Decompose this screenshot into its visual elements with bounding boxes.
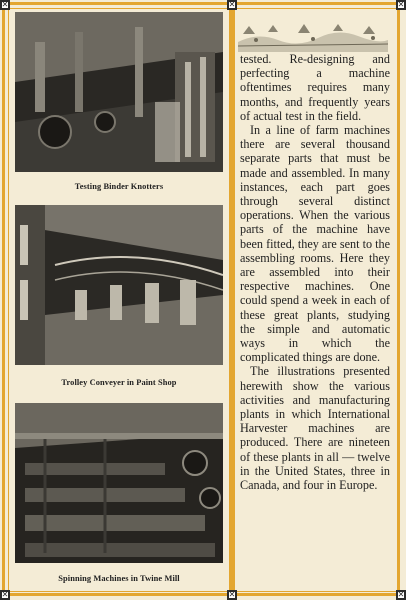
corner-ornament-icon: ✕ [1,590,9,599]
paragraph: The illustrations presented herewith show the various activities and manufacturing plants in which International Harvester machines are produced. There are nineteen of these plants in all — twelve in the United States, three in Canada, and four in Europe. [240,364,390,493]
corner-ornament-icon: ✕ [1,0,9,9]
corner-ornament-icon: ✕ [228,0,236,9]
corner-ornament-icon: ✕ [228,590,236,599]
figure-caption: Testing Binder Knotters [74,182,164,191]
photo-spinning-machines [15,403,223,563]
article-text [240,52,390,492]
paragraph: In a line of farm machines there are several thousand separate parts that must be made and assembled. In many instances, each part goes through several distinct operations. When the various parts of the machine have been fitted, they are sent to the assembling rooms. Here they are assembled into their respective machines. One could spend a week in each of these great plants, studying the simple and automatic ways in which the complicated things are done. [240,123,390,365]
figure-caption: Trolley Conveyer in Paint Shop [61,378,177,387]
column-divider [229,8,235,592]
figure-caption: Spinning Machines in Twine Mill [58,574,180,583]
corner-ornament-icon: ✕ [397,590,405,599]
photo-trolley-conveyer [15,205,223,365]
corner-ornament-icon: ✕ [397,0,405,9]
paragraph: tested. Re-designing and perfecting a machine oftentimes requires many months, and frequently years of actual test in the field. [240,52,390,123]
photo-binder-knotters [15,12,223,172]
decorative-header-vignette [238,12,388,52]
